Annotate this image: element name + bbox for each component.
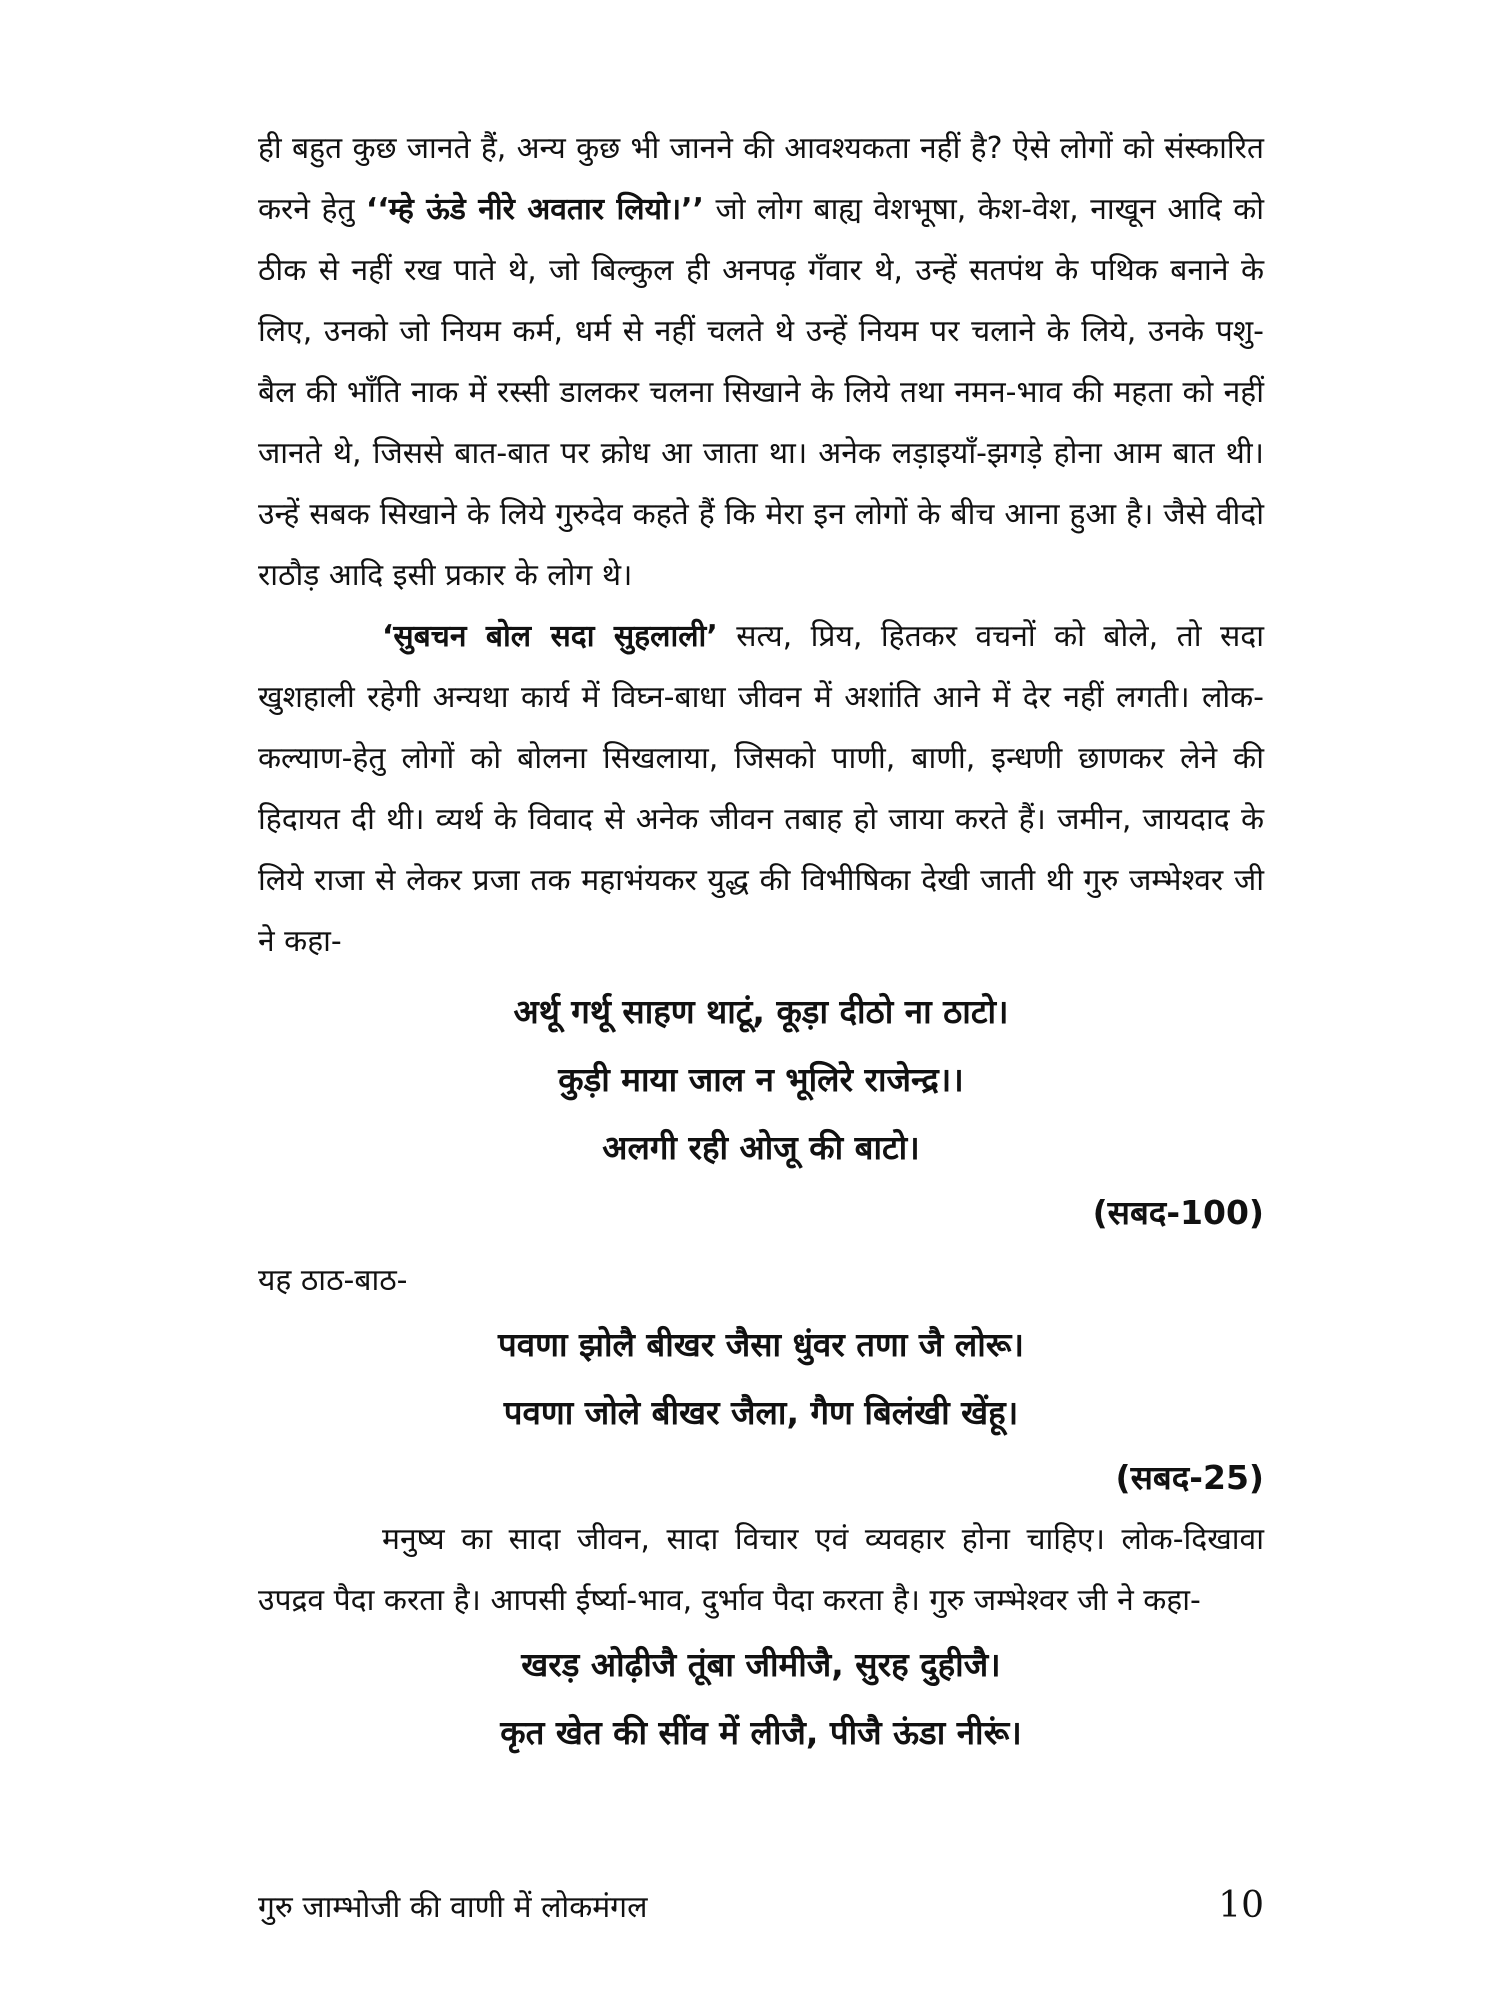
verse-2-reference: (सबद-25) xyxy=(1115,1458,1264,1497)
paragraph-2-quote: ‘सुबचन बोल सदा सुहलाली’ xyxy=(382,619,718,654)
verse-2-line-2: पवणा जोले बीखर जैला, गैण बिलंखी खेंहू। xyxy=(503,1393,1019,1432)
verse-2-intro: यह ठाठ-बाठ- xyxy=(258,1263,408,1298)
footer-book-title: गुरु जाम्भोजी की वाणी में लोकमंगल xyxy=(258,1890,648,1925)
page-content xyxy=(258,118,1264,1767)
paragraph-1-text-before: ही बहुत कुछ जानते हैं, अन्य कुछ भी जानने की आवश्यकता नहीं है? ऐसे लोगों को संस्कारित करने हेतु xyxy=(258,131,1264,227)
paragraph-1 xyxy=(258,118,1264,606)
verse-3-line-1: खरड़ ओढ़ीजै तूंबा जीमीजै, सुरह दुहीजै। xyxy=(521,1645,1001,1684)
paragraph-1-quote: ‘‘म्हे ऊंडे नीरे अवतार लियो।’’ xyxy=(366,192,704,227)
verse-1-line-2: कुड़ी माया जाल न भूलिरे राजेन्द्र।। xyxy=(558,1060,964,1099)
paragraph-2-text-after: सत्य, प्रिय, हितकर वचनों को बोले, तो सदा खुशहाली रहेगी अन्यथा कार्य में विघ्न-बाधा जीवन में अशांति आने में देर नहीं लगती। लोक-कल्याण-हेतु लोगों को बोलना सिखलाया, जिसको पाणी, बाणी, इन्धणी छाणकर लेने की हिदायत दी थी। व्यर्थ के विवाद से अनेक जीवन तबाह हो जाया करते हैं। जमीन, जायदाद के लिये राजा से लेकर प्रजा तक महाभंयकर युद्ध की विभीषिका देखी जाती थी गुरु जम्भेश्वर जी ने कहा- xyxy=(258,619,1264,959)
verse-3-line-2: कृत खेत की सींव में लीजै, पीजै ऊंडा नीरूं। xyxy=(500,1713,1022,1752)
page-number: 10 xyxy=(1218,1885,1264,1926)
paragraph-1-text-after: जो लोग बाह्य वेशभूषा, केश-वेश, नाखून आदि को ठीक से नहीं रख पाते थे, जो बिल्कुल ही अनपढ़ गँवार थे, उन्हें सतपंथ के पथिक बनाने के लिए, उनको जो नियम कर्म, धर्म से नहीं चलते थे उन्हें नियम पर चलाने के लिये, उनके पशु-बैल की भाँति नाक में रस्सी डालकर चलना सिखाने के लिये तथा नमन-भाव की महता को नहीं जानते थे, जिससे बात-बात पर क्रोध आ जाता था। अनेक लड़ाइयाँ-झगड़े होना आम बात थी। उन्हें सबक सिखाने के लिये गुरुदेव कहते हैं कि मेरा इन लोगों के बीच आना हुआ है। जैसे वीदो राठौड़ आदि इसी प्रकार के लोग थे। xyxy=(258,192,1265,593)
verse-1-line-3: अलगी रही ओजू की बाटो। xyxy=(602,1128,920,1167)
verse-1-reference: (सबद-100) xyxy=(1092,1193,1264,1232)
verse-2-line-1: पवणा झोलै बीखर जैसा धुंवर तणा जै लोरू। xyxy=(498,1325,1024,1364)
verse-1-line-1: अर्थू गर्थू साहण थाटूं, कूड़ा दीठो ना ठाटो। xyxy=(513,992,1009,1031)
paragraph-3: मनुष्य का सादा जीवन, सादा विचार एवं व्यवहार होना चाहिए। लोक-दिखावा उपद्रव पैदा करता है। आपसी ईर्ष्या-भाव, दुर्भाव पैदा करता है। गुरु जम्भेश्वर जी ने कहा- xyxy=(258,1522,1264,1618)
paragraph-2 xyxy=(258,606,1264,972)
page-footer xyxy=(258,1885,1264,1926)
